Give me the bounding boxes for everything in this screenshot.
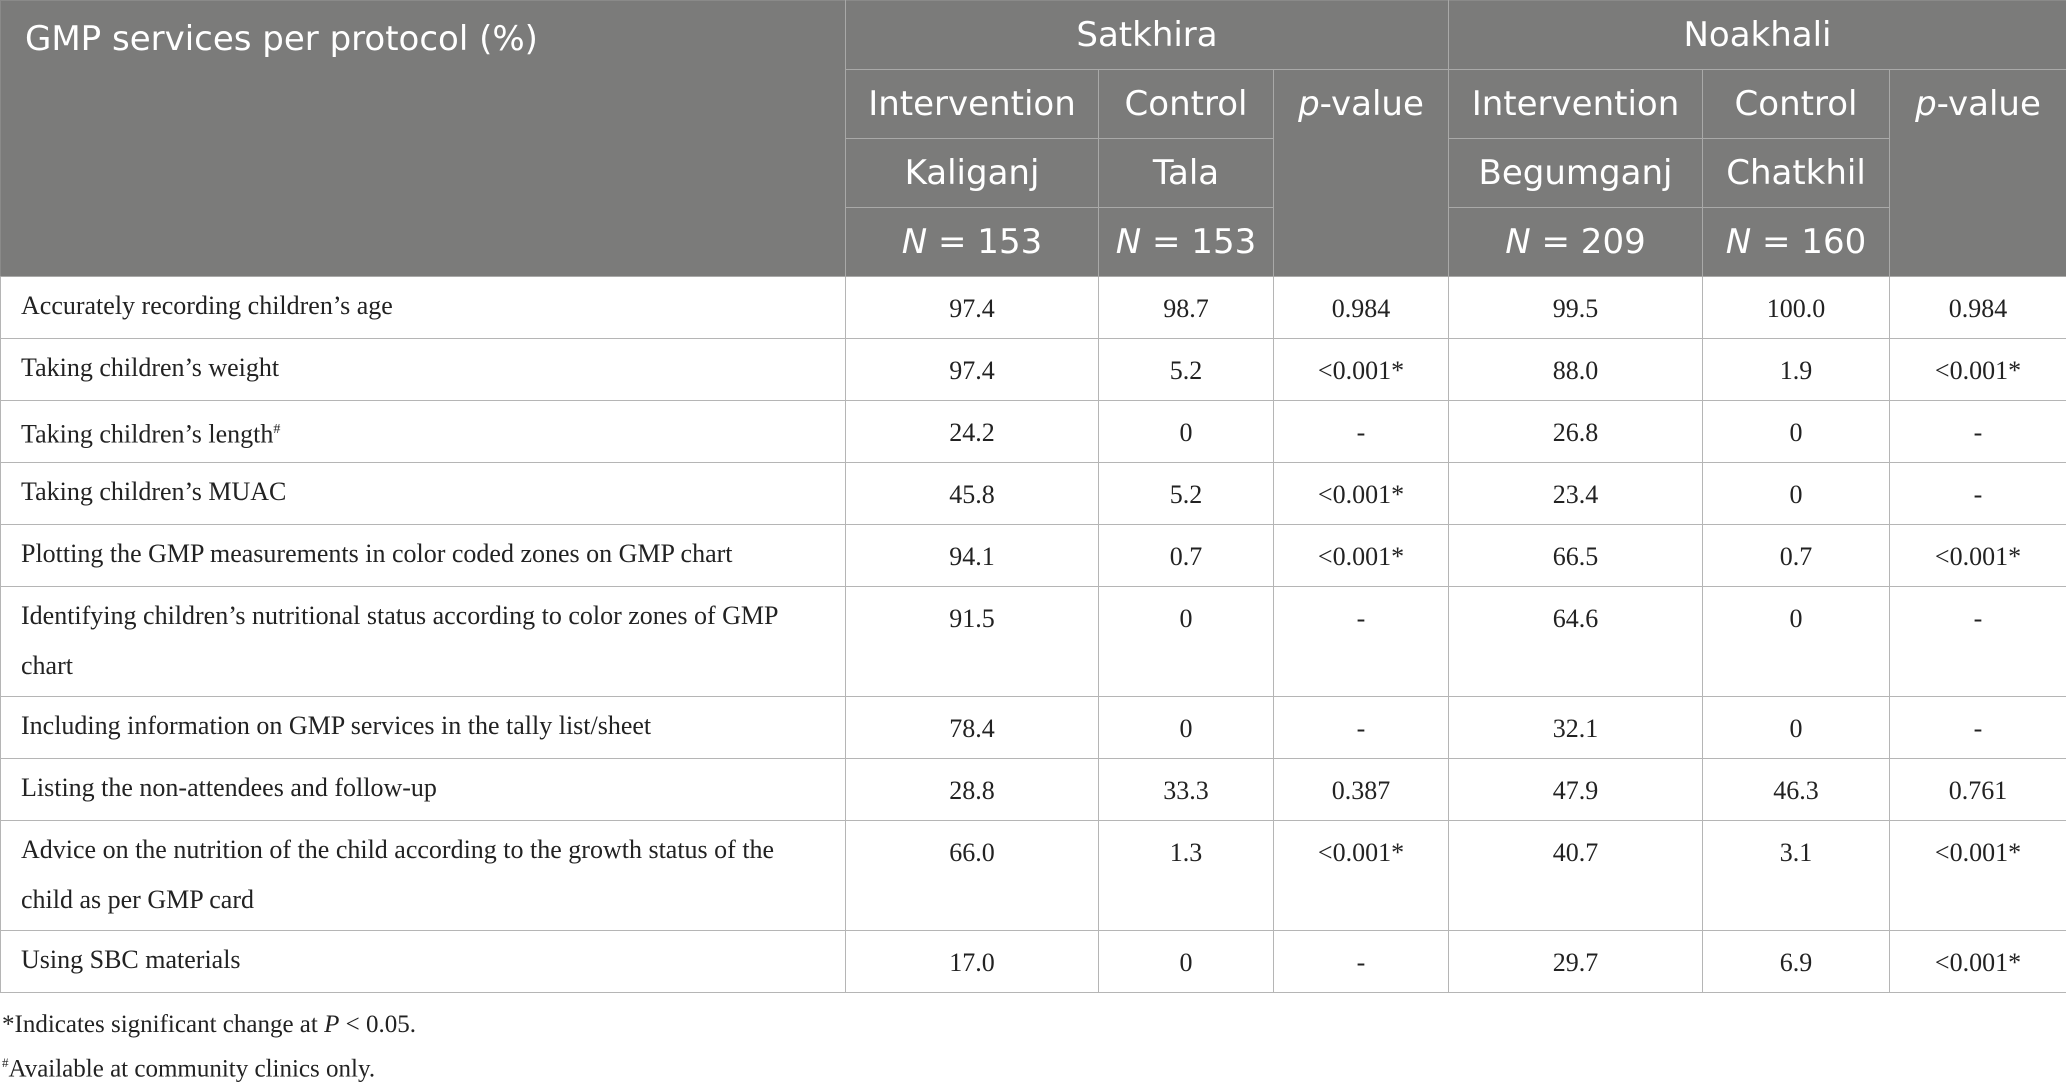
row-label xyxy=(1,587,846,697)
row-label xyxy=(1,759,846,821)
satkhira-control-value: 0 xyxy=(1099,931,1274,993)
n-label: N xyxy=(1505,222,1530,262)
n-label: N xyxy=(1726,222,1751,262)
satkhira-intervention-value: 66.0 xyxy=(846,821,1099,931)
row-label-text: Accurately recording children’s age xyxy=(21,291,393,320)
table-header xyxy=(1,1,2066,277)
satkhira-control-value: 1.3 xyxy=(1099,821,1274,931)
row-label-text: Taking children’s length xyxy=(21,420,273,449)
noakhali-intervention-value: 64.6 xyxy=(1449,587,1703,697)
satkhira-p-value: - xyxy=(1274,401,1449,463)
noakhali-intervention-value: 88.0 xyxy=(1449,339,1703,401)
noakhali-control-value: 0.7 xyxy=(1703,525,1890,587)
satkhira-control-value: 0.7 xyxy=(1099,525,1274,587)
noakhali-control-value: 0 xyxy=(1703,587,1890,697)
row-label-text: Taking children’s weight xyxy=(21,353,279,382)
row-label xyxy=(1,697,846,759)
footnote-hash-text: Available at community clinics only. xyxy=(9,1055,376,1082)
row-label-text: Identifying children’s nutritional status according to color zones of GMP chart xyxy=(21,601,778,680)
row-label xyxy=(1,339,846,401)
satkhira-p-value: - xyxy=(1274,931,1449,993)
noakhali-p-value: <0.001* xyxy=(1890,931,2066,993)
table-row xyxy=(1,821,2066,931)
satkhira-intervention-value: 94.1 xyxy=(846,525,1099,587)
noakhali-control-n xyxy=(1703,208,1890,277)
satkhira-intervention-value: 97.4 xyxy=(846,277,1099,339)
row-label xyxy=(1,277,846,339)
noakhali-intervention-header: Intervention xyxy=(1449,70,1703,139)
footnote-star-text: Indicates significant change at xyxy=(15,1011,325,1038)
noakhali-control-value: 0 xyxy=(1703,401,1890,463)
satkhira-p-value-header xyxy=(1274,70,1449,277)
satkhira-control-header: Control xyxy=(1099,70,1274,139)
row-label xyxy=(1,931,846,993)
row-label-text: Listing the non-attendees and follow-up xyxy=(21,773,437,802)
table-row xyxy=(1,401,2066,463)
table-body xyxy=(1,277,2066,993)
noakhali-control-value: 0 xyxy=(1703,463,1890,525)
p-label: p xyxy=(1298,84,1320,124)
satkhira-p-value: 0.984 xyxy=(1274,277,1449,339)
footnotes xyxy=(0,1006,416,1082)
table-row xyxy=(1,525,2066,587)
noakhali-control-value: 100.0 xyxy=(1703,277,1890,339)
satkhira-intervention-place: Kaliganj xyxy=(846,139,1099,208)
n-value: = 153 xyxy=(1152,222,1256,262)
region-header-noakhali: Noakhali xyxy=(1449,1,2066,70)
noakhali-control-value: 0 xyxy=(1703,697,1890,759)
noakhali-intervention-value: 23.4 xyxy=(1449,463,1703,525)
row-label-text: Plotting the GMP measurements in color coded zones on GMP chart xyxy=(21,539,733,568)
satkhira-control-value: 33.3 xyxy=(1099,759,1274,821)
noakhali-intervention-value: 32.1 xyxy=(1449,697,1703,759)
noakhali-p-value: - xyxy=(1890,401,2066,463)
noakhali-control-value: 6.9 xyxy=(1703,931,1890,993)
noakhali-intervention-place: Begumganj xyxy=(1449,139,1703,208)
footnote-star-mark: * xyxy=(2,1011,15,1038)
satkhira-control-value: 5.2 xyxy=(1099,339,1274,401)
noakhali-p-value: 0.761 xyxy=(1890,759,2066,821)
satkhira-p-value: - xyxy=(1274,587,1449,697)
p-label: p xyxy=(1915,84,1937,124)
row-label-text: Taking children’s MUAC xyxy=(21,477,286,506)
noakhali-control-value: 3.1 xyxy=(1703,821,1890,931)
satkhira-p-value: <0.001* xyxy=(1274,821,1449,931)
row-label-footnote-mark: # xyxy=(273,422,280,437)
satkhira-control-n xyxy=(1099,208,1274,277)
satkhira-intervention-value: 78.4 xyxy=(846,697,1099,759)
n-value: = 160 xyxy=(1762,222,1866,262)
satkhira-intervention-value: 17.0 xyxy=(846,931,1099,993)
noakhali-p-value: <0.001* xyxy=(1890,821,2066,931)
satkhira-intervention-value: 91.5 xyxy=(846,587,1099,697)
noakhali-p-value: <0.001* xyxy=(1890,339,2066,401)
n-label: N xyxy=(902,222,927,262)
footnote-star-var: P xyxy=(324,1011,339,1038)
satkhira-intervention-header: Intervention xyxy=(846,70,1099,139)
row-label-text: Using SBC materials xyxy=(21,945,241,974)
satkhira-control-place: Tala xyxy=(1099,139,1274,208)
satkhira-control-value: 0 xyxy=(1099,401,1274,463)
row-label xyxy=(1,821,846,931)
noakhali-intervention-value: 66.5 xyxy=(1449,525,1703,587)
value-label: -value xyxy=(1320,84,1424,124)
noakhali-control-place: Chatkhil xyxy=(1703,139,1890,208)
noakhali-p-value: - xyxy=(1890,587,2066,697)
satkhira-p-value: 0.387 xyxy=(1274,759,1449,821)
table-row xyxy=(1,931,2066,993)
noakhali-p-value: 0.984 xyxy=(1890,277,2066,339)
satkhira-control-value: 5.2 xyxy=(1099,463,1274,525)
noakhali-intervention-n xyxy=(1449,208,1703,277)
row-label xyxy=(1,401,846,463)
noakhali-p-value: - xyxy=(1890,697,2066,759)
value-label: -value xyxy=(1937,84,2041,124)
satkhira-p-value: - xyxy=(1274,697,1449,759)
satkhira-intervention-n xyxy=(846,208,1099,277)
satkhira-p-value: <0.001* xyxy=(1274,463,1449,525)
noakhali-control-value: 46.3 xyxy=(1703,759,1890,821)
noakhali-p-value: <0.001* xyxy=(1890,525,2066,587)
satkhira-intervention-value: 24.2 xyxy=(846,401,1099,463)
satkhira-intervention-value: 97.4 xyxy=(846,339,1099,401)
noakhali-intervention-value: 26.8 xyxy=(1449,401,1703,463)
noakhali-intervention-value: 47.9 xyxy=(1449,759,1703,821)
noakhali-intervention-value: 40.7 xyxy=(1449,821,1703,931)
row-label-text: Advice on the nutrition of the child according to the growth status of the child as per GMP card xyxy=(21,835,774,914)
region-header-satkhira: Satkhira xyxy=(846,1,1449,70)
n-value: = 153 xyxy=(938,222,1042,262)
noakhali-p-value: - xyxy=(1890,463,2066,525)
footnote-significance xyxy=(0,1006,416,1044)
satkhira-control-value: 98.7 xyxy=(1099,277,1274,339)
n-label: N xyxy=(1116,222,1141,262)
table-row xyxy=(1,697,2066,759)
footnote-hash-mark: # xyxy=(2,1055,9,1070)
table-row xyxy=(1,339,2066,401)
row-label xyxy=(1,463,846,525)
table-row xyxy=(1,587,2066,697)
satkhira-p-value: <0.001* xyxy=(1274,339,1449,401)
noakhali-intervention-value: 29.7 xyxy=(1449,931,1703,993)
footnote-community-clinics xyxy=(0,1044,416,1082)
satkhira-control-value: 0 xyxy=(1099,697,1274,759)
noakhali-control-header: Control xyxy=(1703,70,1890,139)
row-label-text: Including information on GMP services in the tally list/sheet xyxy=(21,711,651,740)
table-row xyxy=(1,463,2066,525)
noakhali-intervention-value: 99.5 xyxy=(1449,277,1703,339)
satkhira-intervention-value: 28.8 xyxy=(846,759,1099,821)
table-row xyxy=(1,277,2066,339)
satkhira-intervention-value: 45.8 xyxy=(846,463,1099,525)
table-title: GMP services per protocol (%) xyxy=(1,1,846,277)
noakhali-p-value-header xyxy=(1890,70,2066,277)
row-label xyxy=(1,525,846,587)
satkhira-p-value: <0.001* xyxy=(1274,525,1449,587)
table-row xyxy=(1,759,2066,821)
n-value: = 209 xyxy=(1542,222,1646,262)
satkhira-control-value: 0 xyxy=(1099,587,1274,697)
noakhali-control-value: 1.9 xyxy=(1703,339,1890,401)
footnote-star-tail: < 0.05. xyxy=(339,1011,416,1038)
